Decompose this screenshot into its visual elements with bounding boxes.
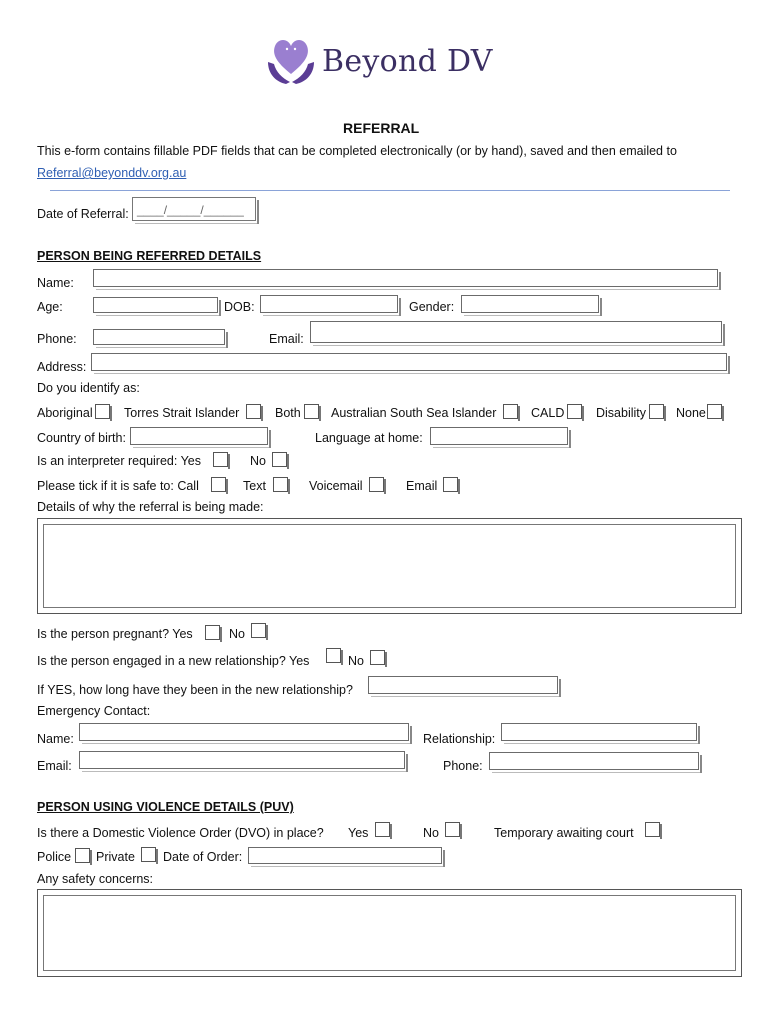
private-label: Private <box>96 850 135 864</box>
safe-text-checkbox[interactable] <box>273 477 288 492</box>
how-long-field[interactable] <box>368 676 558 694</box>
email-label: Email: <box>269 332 304 346</box>
police-label: Police <box>37 850 72 864</box>
ec-relationship-label: Relationship: <box>423 732 496 746</box>
name-field[interactable] <box>93 269 718 287</box>
ec-relationship-field[interactable] <box>501 723 697 741</box>
safe-call-checkbox[interactable] <box>211 477 226 492</box>
address-label: Address: <box>37 360 87 374</box>
language-field[interactable] <box>430 427 568 445</box>
language-label: Language at home: <box>315 431 423 445</box>
ec-name-label: Name: <box>37 732 74 746</box>
interpreter-yes-checkbox[interactable] <box>213 452 228 467</box>
page-title: REFERRAL <box>343 120 420 136</box>
dvo-no-label: No <box>423 826 439 840</box>
new-relationship-label: Is the person engaged in a new relationship? Yes <box>37 654 310 668</box>
referral-details-label: Details of why the referral is being made: <box>37 500 264 514</box>
dvo-no-checkbox[interactable] <box>445 822 460 837</box>
phone-field[interactable] <box>93 329 225 345</box>
puv-section-heading: PERSON USING VIOLENCE DETAILS (PUV) <box>37 800 294 814</box>
disability-checkbox[interactable] <box>649 404 664 419</box>
identify-option-label: Australian South Sea Islander <box>331 406 497 420</box>
safety-concerns-label: Any safety concerns: <box>37 872 154 886</box>
age-field[interactable] <box>93 297 218 313</box>
brand-name: Beyond DV <box>322 44 493 79</box>
date-of-referral-label: Date of Referral: <box>37 207 129 221</box>
gender-field[interactable] <box>461 295 599 313</box>
emergency-contact-label: Emergency Contact: <box>37 704 151 718</box>
date-of-referral-value: ____/_____/______ <box>137 203 244 217</box>
divider <box>50 190 730 191</box>
ec-email-field[interactable] <box>79 751 405 769</box>
interpreter-no-checkbox[interactable] <box>272 452 287 467</box>
email-field[interactable] <box>310 321 722 343</box>
interpreter-no-label: No <box>250 454 266 468</box>
country-field[interactable] <box>130 427 268 445</box>
heart-hands-icon <box>266 32 316 88</box>
identify-option-label: Both <box>275 406 301 420</box>
pregnant-label: Is the person pregnant? Yes <box>37 627 193 641</box>
gender-label: Gender: <box>409 300 455 314</box>
identify-option-label: None <box>676 406 706 420</box>
relationship-no-checkbox[interactable] <box>370 650 385 665</box>
email-link[interactable]: Referral@beyonddv.org.au <box>37 166 187 180</box>
ec-name-field[interactable] <box>79 723 409 741</box>
dob-field[interactable] <box>260 295 398 313</box>
relationship-yes-checkbox[interactable] <box>326 648 341 663</box>
intro-text: This e-form contains fillable PDF fields that can be completed electronically (or by hand), saved and then emailed to <box>37 144 677 158</box>
police-checkbox[interactable] <box>75 848 90 863</box>
ec-phone-label: Phone: <box>443 759 483 773</box>
safe-contact-label: Please tick if it is safe to: Call <box>37 479 199 493</box>
person-section-heading: PERSON BEING REFERRED DETAILS <box>37 249 262 263</box>
dvo-yes-label: Yes <box>348 826 369 840</box>
dob-label: DOB: <box>224 300 255 314</box>
south-sea-islander-checkbox[interactable] <box>503 404 518 419</box>
ec-email-label: Email: <box>37 759 72 773</box>
phone-label: Phone: <box>37 332 77 346</box>
date-of-order-field[interactable] <box>248 847 442 864</box>
textarea-inner-border <box>43 895 736 971</box>
logo <box>266 32 493 90</box>
address-field[interactable] <box>91 353 727 371</box>
name-label: Name: <box>37 276 74 290</box>
pregnant-no-checkbox[interactable] <box>251 623 266 638</box>
age-label: Age: <box>37 300 63 314</box>
dvo-temporary-label: Temporary awaiting court <box>494 826 634 840</box>
identify-option-label: CALD <box>531 406 565 420</box>
safe-text-label: Text <box>243 479 266 493</box>
how-long-label: If YES, how long have they been in the new relationship? <box>37 683 353 697</box>
safety-concerns-textarea[interactable] <box>37 889 742 977</box>
dvo-temporary-checkbox[interactable] <box>645 822 660 837</box>
pregnant-yes-checkbox[interactable] <box>205 625 220 640</box>
identify-label: Do you identify as: <box>37 381 140 395</box>
referral-details-textarea[interactable] <box>37 518 742 614</box>
pregnant-no-label: No <box>229 627 245 641</box>
date-of-referral-field[interactable] <box>132 197 256 221</box>
dvo-yes-checkbox[interactable] <box>375 822 390 837</box>
interpreter-label: Is an interpreter required: Yes <box>37 454 201 468</box>
identify-option-label: Aboriginal <box>37 406 93 420</box>
safe-voicemail-label: Voicemail <box>309 479 363 493</box>
both-checkbox[interactable] <box>304 404 319 419</box>
cald-checkbox[interactable] <box>567 404 582 419</box>
ec-phone-field[interactable] <box>489 752 699 770</box>
aboriginal-checkbox[interactable] <box>95 404 110 419</box>
identify-option-label: Disability <box>596 406 647 420</box>
country-label: Country of birth: <box>37 431 126 445</box>
private-checkbox[interactable] <box>141 847 156 862</box>
safe-email-label: Email <box>406 479 438 493</box>
identify-option-label: Torres Strait Islander <box>124 406 240 420</box>
textarea-inner-border <box>43 524 736 608</box>
none-checkbox[interactable] <box>707 404 722 419</box>
safe-voicemail-checkbox[interactable] <box>369 477 384 492</box>
torres-strait-checkbox[interactable] <box>246 404 261 419</box>
date-of-order-label: Date of Order: <box>163 850 243 864</box>
relationship-no-label: No <box>348 654 364 668</box>
dvo-label: Is there a Domestic Violence Order (DVO) in place? <box>37 826 324 840</box>
safe-email-checkbox[interactable] <box>443 477 458 492</box>
